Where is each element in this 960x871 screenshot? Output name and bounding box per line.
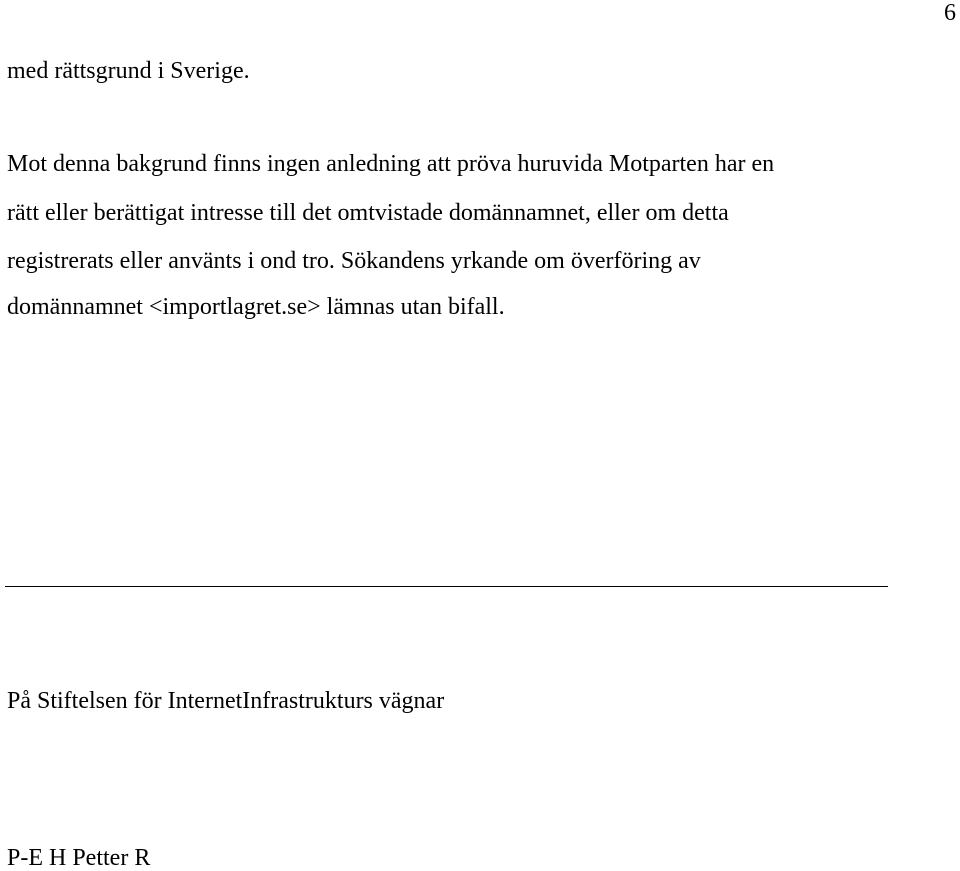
paragraph-line: med rättsgrund i Sverige. (7, 58, 250, 84)
page-number: 6 (944, 0, 956, 26)
signature-name: P-E H Petter R (7, 845, 151, 871)
paragraph-line: rätt eller berättigat intresse till det omtvistade domännamnet, eller om detta (7, 200, 729, 226)
signature-on-behalf-of: På Stiftelsen för InternetInfrastrukturs vägnar (7, 688, 445, 714)
paragraph-line: domännamnet <importlagret.se> lämnas utan bifall. (7, 294, 505, 320)
signature-rule (5, 586, 888, 587)
paragraph-line: registrerats eller använts i ond tro. Sökandens yrkande om överföring av (7, 248, 701, 274)
paragraph-line: Mot denna bakgrund finns ingen anledning att pröva huruvida Motparten har en (7, 151, 775, 177)
